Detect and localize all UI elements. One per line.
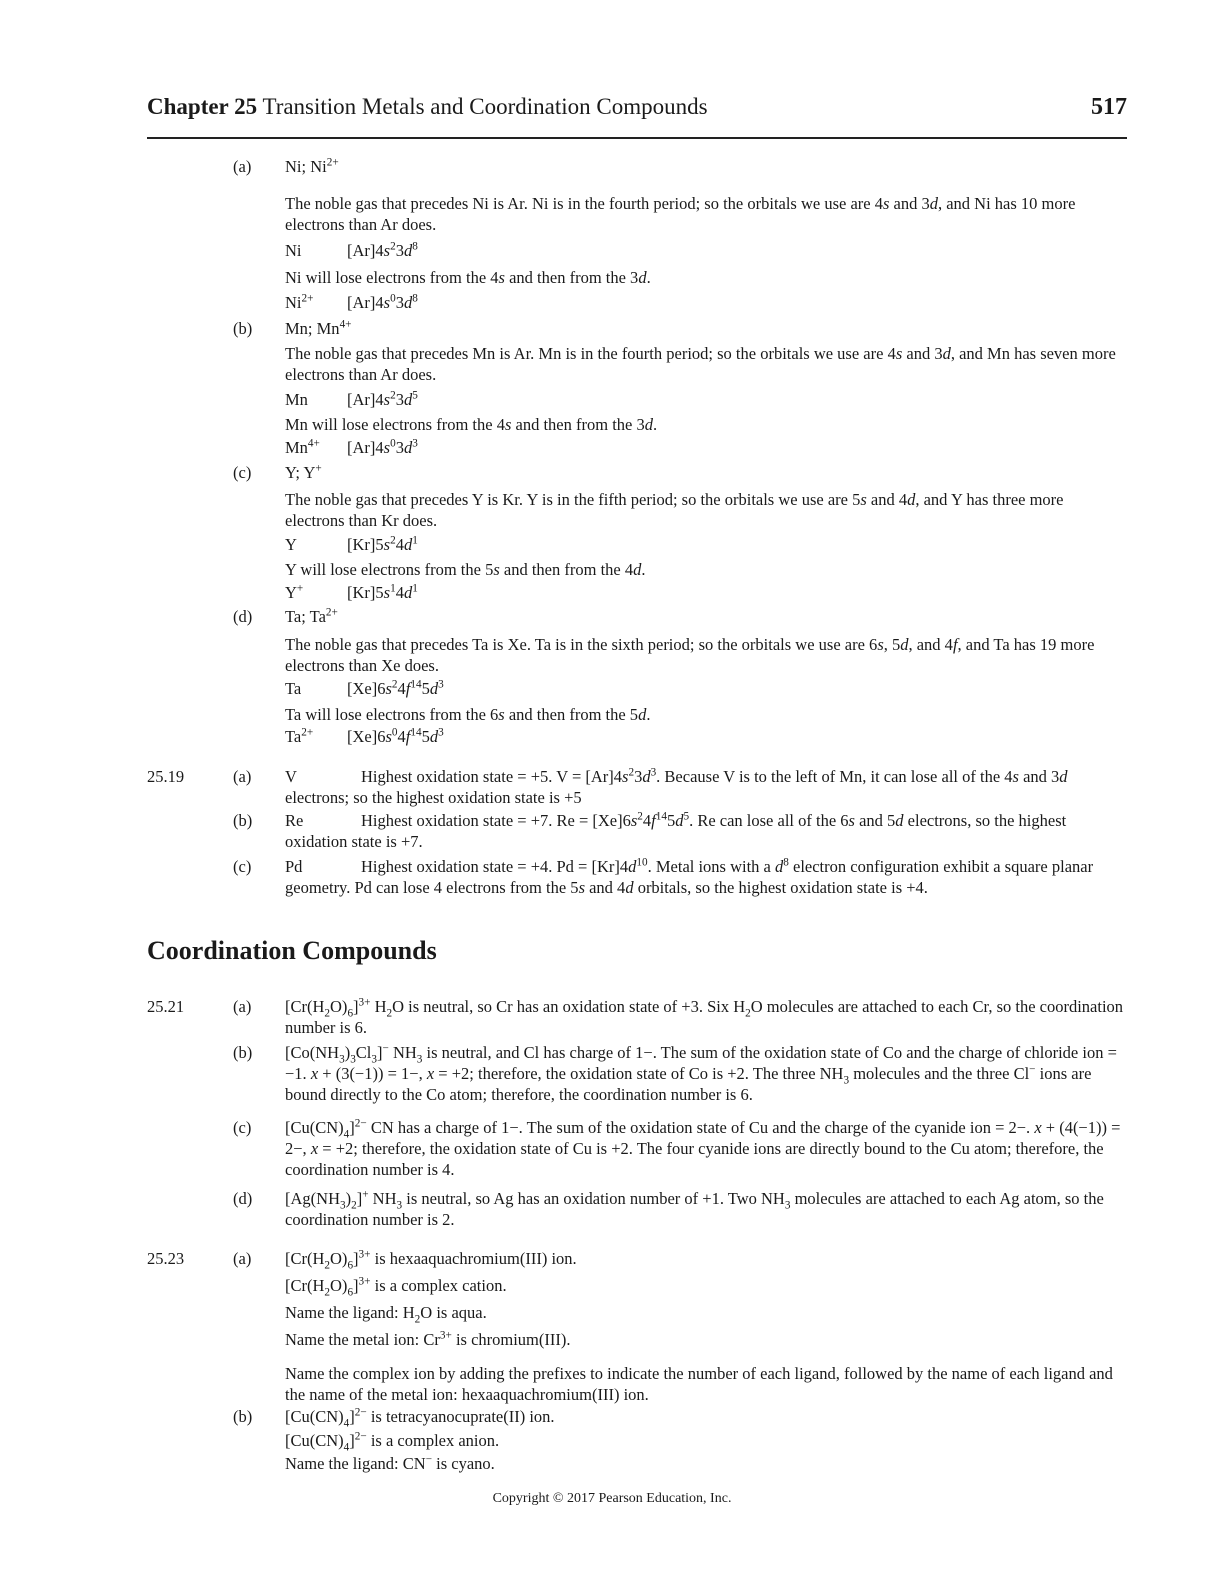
problem-25-23b-line-3: Name the ligand: CN− is cyano. bbox=[285, 1453, 495, 1473]
problem-25-23b-line-2: $[Cu(CN)_4]^{2-}$ is a complex anion. bbox=[285, 1430, 500, 1454]
problem-25-21c-label: (c) bbox=[233, 1118, 252, 1137]
part-a-title: Ni; $Ni^{2+}$ bbox=[285, 156, 339, 176]
problem-25-23-number: 25.23 bbox=[147, 1249, 185, 1268]
part-a-config-2: $Ni^{2+}$ $[Ar]4s^03d^8$ bbox=[285, 292, 418, 312]
part-b-lose: Mn will lose electrons from the 4s and then from the 3d. bbox=[285, 415, 658, 434]
problem-25-23b-label: (b) bbox=[233, 1407, 253, 1426]
part-b-title: Mn; $Mn^{4+}$ bbox=[285, 318, 352, 338]
problem-25-19-number: 25.19 bbox=[147, 767, 185, 786]
page-number-display: 517 bbox=[1091, 94, 1127, 120]
part-a-label: (a) bbox=[233, 157, 252, 176]
part-c-label: (c) bbox=[233, 463, 252, 482]
problem-25-21a-label: (a) bbox=[233, 997, 252, 1016]
part-c-title: Y; Y+ bbox=[285, 462, 322, 482]
header-rule bbox=[147, 137, 1127, 139]
part-c-config-2: Y+ $[Kr]5s^14d^1$ bbox=[285, 582, 418, 602]
problem-25-23b-line-1: $[Cu(CN)_4]^{2-}$ is tetracyanocuprate(II) ion. bbox=[285, 1406, 555, 1430]
part-a-text: The noble gas that precedes Ni is Ar. Ni is in the fourth period; so the orbitals we use are 4s and 3d, and Ni has 10 more electrons than Ar does. bbox=[285, 194, 1076, 234]
problem-25-21d-text: $[Ag(NH_3)_2]^+$ $NH_3$ is neutral, so Ag has an oxidation number of +1. Two $NH_3$ molecules are attached to each Ag atom, so the coordination number is 2. bbox=[285, 1188, 1104, 1229]
part-a-config-1: Ni $[Ar]4s^23d^8$ bbox=[285, 240, 418, 260]
part-b-label: (b) bbox=[233, 319, 253, 338]
problem-25-23a-line-3: Name the ligand: $H_2O$ is aqua. bbox=[285, 1303, 487, 1326]
part-d-text: The noble gas that precedes Ta is Xe. Ta is in the sixth period; so the orbitals we use are 6s, 5d, and 4f, and Ta has 19 more electrons than Xe does. bbox=[285, 635, 1095, 675]
problem-25-19c-label: (c) bbox=[233, 857, 252, 876]
problem-25-19b-text: Re Highest oxidation state = +7. $Re = [Xe]6s^24f^{14}5d^5$. Re can lose all of the 6s and 5d electrons, so the highest oxidation state is +7. bbox=[285, 810, 1067, 851]
problem-25-23a-line-5: Name the complex ion by adding the prefixes to indicate the number of each ligand, followed by the name of each ligand and the name of the metal ion: hexaaquachromium(III) ion. bbox=[285, 1364, 1113, 1404]
running-head: Chapter 25 Transition Metals and Coordination Compounds bbox=[147, 94, 708, 119]
problem-25-21d-label: (d) bbox=[233, 1189, 253, 1208]
part-b-config-2: $Mn^{4+}$ $[Ar]4s^03d^3$ bbox=[285, 437, 418, 457]
problem-25-21c-text: $[Cu(CN)_4]^{2-}$ CN has a charge of 1−. The sum of the oxidation state of Cu and the charge of the cyanide ion = 2−. x + (4(−1)) = 2−, x = +2; therefore, the oxidation state of Cu is +2. The four cyanide ions are directly bound to the Cu atom; therefore, the coordination number is 4. bbox=[285, 1117, 1121, 1179]
problem-25-21-number: 25.21 bbox=[147, 997, 185, 1016]
page-header bbox=[147, 96, 1127, 118]
part-d-config-1: Ta $[Xe]6s^24f^{14}5d^3$ bbox=[285, 678, 444, 698]
problem-25-19c-text: Pd Highest oxidation state = +4. $Pd = [Kr]4d^{10}$. Metal ions with a $d^8$ electron configuration exhibit a square planar geometry. Pd can lose 4 electrons from the 5s and 4d orbitals, so the highest oxidation state is +4. bbox=[285, 856, 1094, 897]
part-d-config-2: $Ta^{2+}$ $[Xe]6s^04f^{14}5d^3$ bbox=[285, 726, 444, 746]
problem-25-19a-text: V Highest oxidation state = +5. $V = [Ar]4s^23d^3$. Because V is to the left of Mn, it can lose all of the 4s and 3d electrons; so the highest oxidation state is +5 bbox=[285, 766, 1068, 807]
problem-25-21a-text: $[Cr(H_2O)_6]^{3+}$ $H_2O$ is neutral, so Cr has an oxidation state of +3. Six $H_2O$ molecules are attached to each Cr, so the coordination number is 6. bbox=[285, 996, 1124, 1037]
problem-25-23a-line-1: $[Cr(H_2O)_6]^{3+}$ is hexaaquachromium(III) ion. bbox=[285, 1248, 577, 1272]
part-a-lose: Ni will lose electrons from the 4s and then from the 3d. bbox=[285, 268, 651, 287]
part-d-title: Ta; $Ta^{2+}$ bbox=[285, 606, 338, 626]
problem-25-21b-label: (b) bbox=[233, 1043, 253, 1062]
section-title: Coordination Compounds bbox=[147, 936, 437, 965]
problem-25-23a-line-2: $[Cr(H_2O)_6]^{3+}$ is a complex cation. bbox=[285, 1275, 507, 1299]
problem-25-19b-label: (b) bbox=[233, 811, 253, 830]
problem-25-23a-line-4: Name the metal ion: $Cr^{3+}$ is chromium(III). bbox=[285, 1329, 571, 1349]
part-d-label: (d) bbox=[233, 607, 253, 626]
part-b-config-1: Mn $[Ar]4s^23d^5$ bbox=[285, 389, 418, 409]
problem-25-21b-text: $[Co(NH_3)_3Cl_3]^-$ $NH_3$ is neutral, and Cl has charge of 1−. The sum of the oxidation state of Co and the charge of chloride ion = −1. x + (3(−1)) = 1−, x = +2; therefore, the oxidation state of Co is +2. The three $NH_3$ molecules and the three Cl− ions are bound directly to the Co atom; therefore, the coordination number is 6. bbox=[285, 1042, 1117, 1104]
part-d-lose: Ta will lose electrons from the 6s and then from the 5d. bbox=[285, 705, 651, 724]
part-c-lose: Y will lose electrons from the 5s and then from the 4d. bbox=[285, 560, 646, 579]
copyright-footer: Copyright © 2017 Pearson Education, Inc. bbox=[492, 1491, 732, 1506]
part-b-text: The noble gas that precedes Mn is Ar. Mn is in the fourth period; so the orbitals we use are 4s and 3d, and Mn has seven more electrons than Ar does. bbox=[285, 344, 1116, 384]
part-c-text: The noble gas that precedes Y is Kr. Y is in the fifth period; so the orbitals we use are 5s and 4d, and Y has three more electrons than Kr does. bbox=[285, 490, 1064, 530]
part-c-config-1: Y $[Kr]5s^24d^1$ bbox=[285, 534, 418, 554]
problem-25-23a-label: (a) bbox=[233, 1249, 252, 1268]
problem-25-19a-label: (a) bbox=[233, 767, 252, 786]
